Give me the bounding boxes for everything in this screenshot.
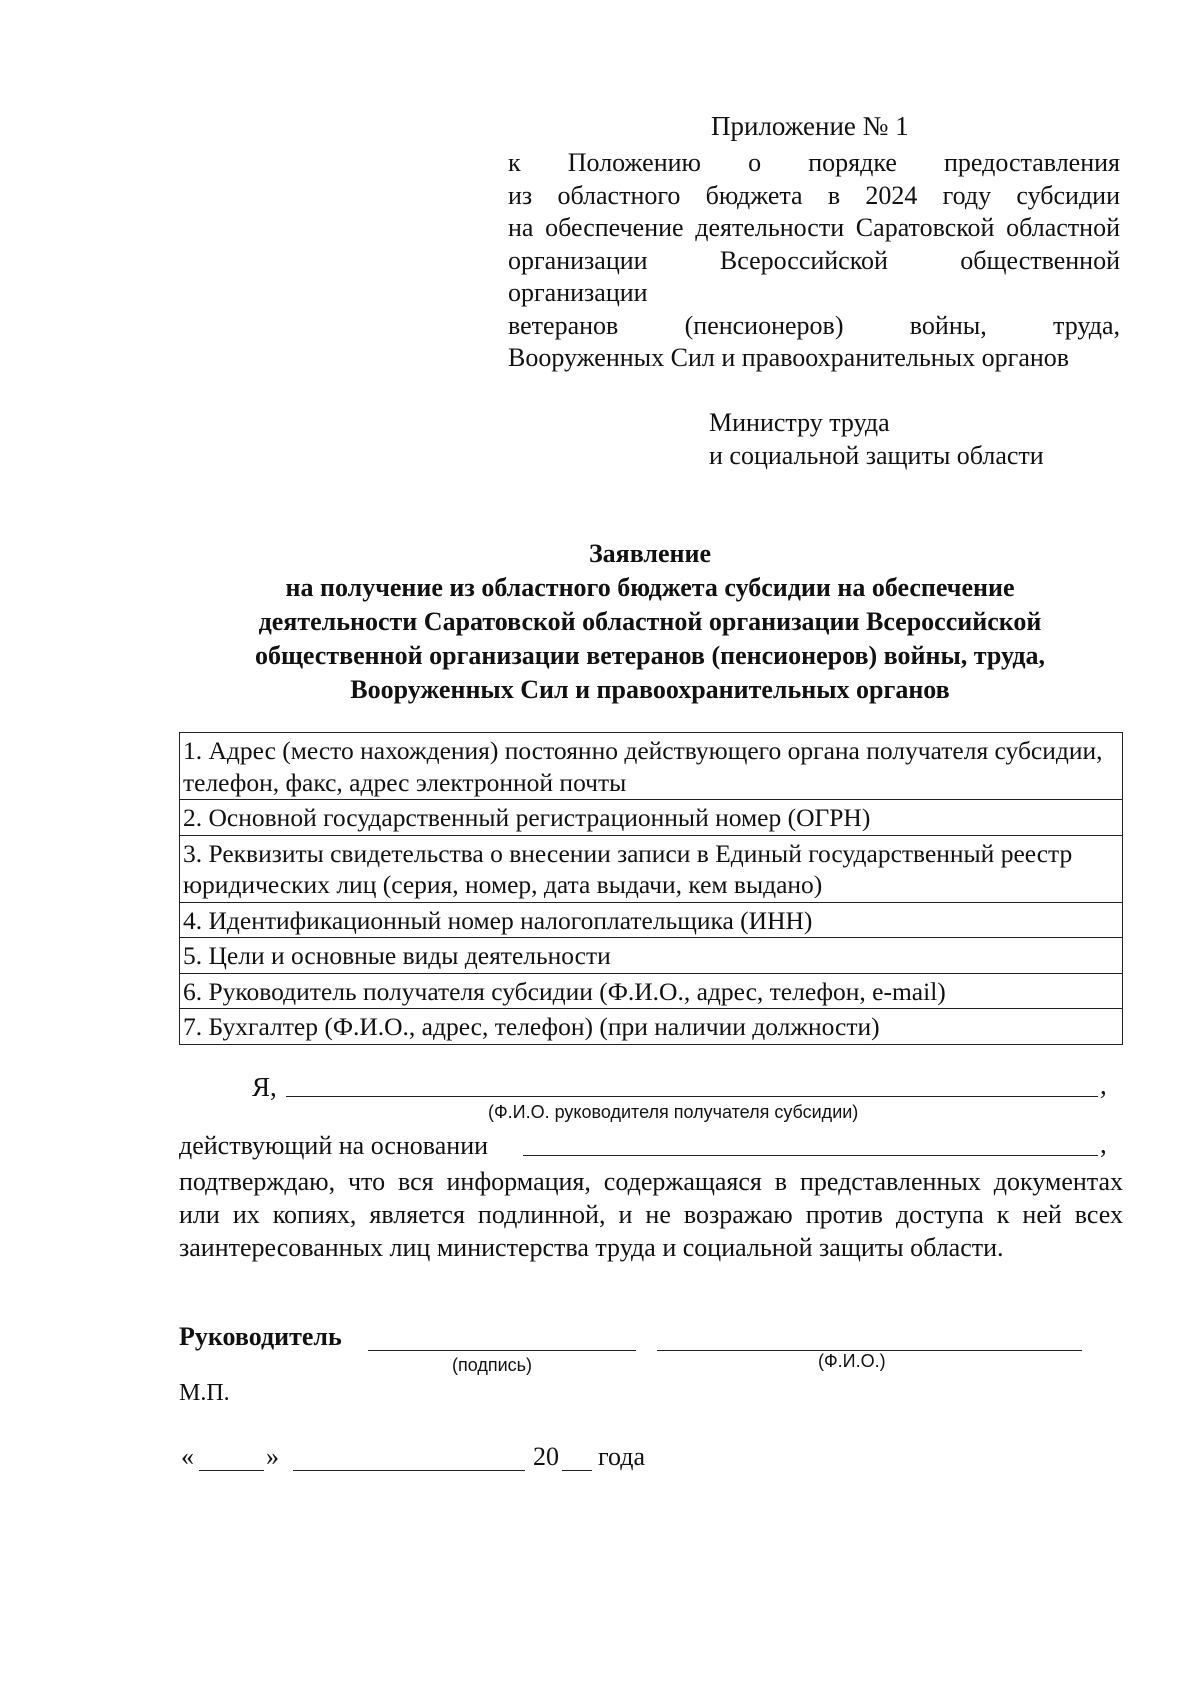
date-close-quote: » [266, 1442, 279, 1471]
year-field[interactable] [562, 1470, 592, 1471]
appendix-line: из областного бюджета в 2024 году субсидии [508, 180, 1120, 210]
year-suffix: года [598, 1442, 646, 1471]
table-row [180, 973, 1123, 1009]
ya-label: Я, [252, 1072, 277, 1102]
stamp-label: М.П. [179, 1380, 230, 1406]
table-row [180, 800, 1123, 836]
table-row [180, 902, 1123, 938]
appendix-line: к Положению о порядке предоставления [508, 148, 1120, 177]
title-line: деятельности Саратовской областной организации Всероссийской [258, 607, 1042, 636]
table-cell: 6. Руководитель получателя субсидии (Ф.И.О., адрес, телефон, e-mail) [180, 973, 1123, 1009]
appendix-number: Приложение № 1 [711, 111, 909, 141]
table-cell: 3. Реквизиты свидетельства о внесении записи в Единый государственный реестр юридических лиц (серия, номер, дата выдачи, кем выдано) [180, 835, 1123, 902]
addressee-line: и социальной защиты области [709, 441, 1044, 470]
signature-fio-caption: (Ф.И.О.) [818, 1351, 886, 1371]
day-field[interactable] [199, 1470, 264, 1471]
table-cell: 5. Цели и основные виды деятельности [180, 938, 1123, 974]
signature-field[interactable] [368, 1350, 636, 1351]
month-field[interactable] [293, 1470, 525, 1471]
table-cell: 2. Основной государственный регистрационный номер (ОГРН) [180, 800, 1123, 836]
table-row [180, 835, 1123, 902]
document-title [0, 537, 1200, 707]
basis-field[interactable] [523, 1155, 1098, 1156]
head-label: Руководитель [179, 1322, 342, 1351]
head-fio-field[interactable] [286, 1096, 1098, 1097]
basis-label: действующий на основании [179, 1131, 489, 1160]
year-prefix: 20 [533, 1442, 559, 1471]
table-row [180, 938, 1123, 974]
title-line: Вооруженных Сил и правоохранительных органов [350, 675, 950, 704]
addressee-line: Министру труда [709, 408, 890, 437]
signature-caption: (подпись) [452, 1355, 533, 1375]
table-row [180, 733, 1123, 800]
appendix-line: Вооруженных Сил и правоохранительных органов [508, 343, 1070, 372]
table-row [180, 1009, 1123, 1045]
title-heading: Заявление [588, 539, 712, 568]
addressee [709, 406, 1044, 472]
appendix-line: на обеспечение деятельности Саратовской областной [508, 213, 1120, 242]
table-cell: 1. Адрес (место нахождения) постоянно действующего органа получателя субсидии, телефон, факс, адрес электронной почты [180, 733, 1123, 800]
info-table [179, 732, 1123, 1045]
comma: , [1100, 1070, 1107, 1100]
date-open-quote: « [181, 1442, 194, 1471]
title-line: на получение из областного бюджета субсидии на обеспечение [285, 573, 1015, 602]
appendix-line: организации Всероссийской общественной организации [508, 245, 1120, 307]
confirmation-text: подтверждаю, что вся информация, содержащаяся в представленных документах или их копиях, является подлинной, и не возражаю против доступа к ней всех заинтересованных лиц министерства труда и социальной защиты области. [179, 1167, 1123, 1262]
table-cell: 7. Бухгалтер (Ф.И.О., адрес, телефон) (при наличии должности) [180, 1009, 1123, 1045]
fio-caption: (Ф.И.О. руководителя получателя субсидии) [488, 1102, 859, 1122]
appendix-reference [508, 147, 1120, 375]
appendix-line: ветеранов (пенсионеров) войны, труда, [508, 310, 1120, 340]
title-line: общественной организации ветеранов (пенсионеров) войны, труда, [254, 641, 1046, 670]
comma: , [1100, 1129, 1107, 1159]
table-cell: 4. Идентификационный номер налогоплательщика (ИНН) [180, 902, 1123, 938]
